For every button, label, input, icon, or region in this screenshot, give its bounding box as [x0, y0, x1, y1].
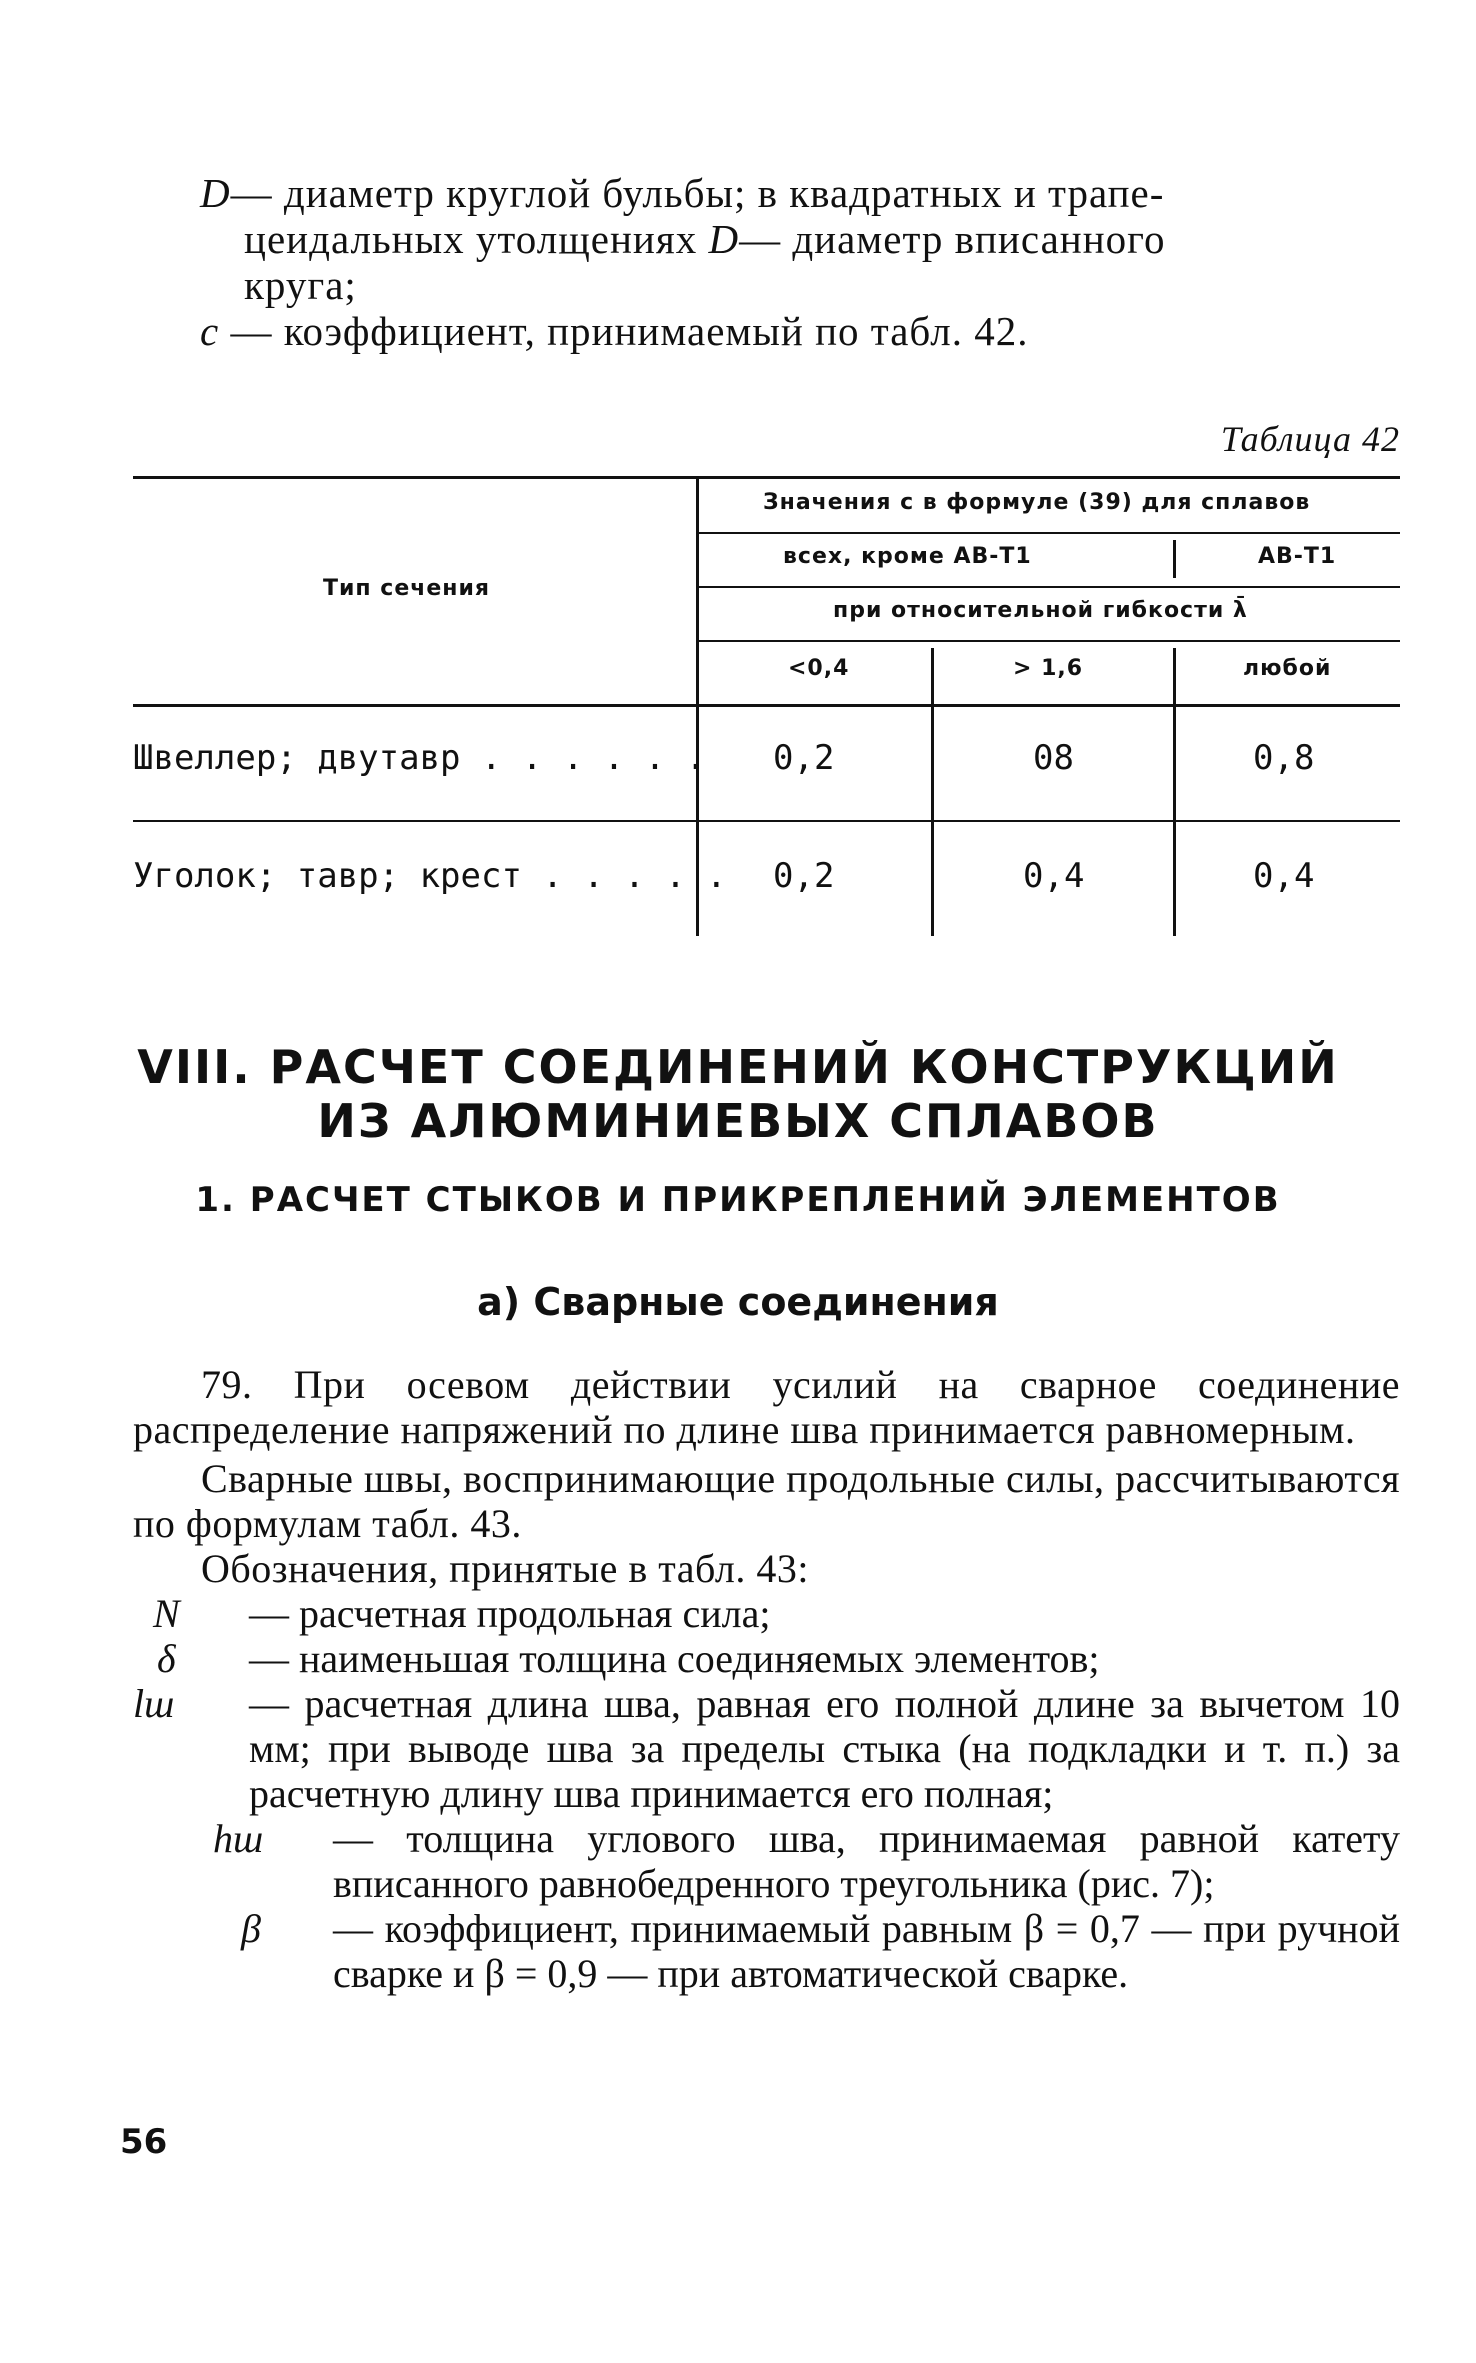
flex-header: при относительной гибкости λ̄: [833, 598, 1248, 623]
table-42: [133, 476, 1400, 936]
group-header: Значения c в формуле (39) для сплавов: [763, 490, 1311, 515]
col-header-gt16: > 1,6: [1013, 656, 1084, 681]
subsubsection-title: а) Сварные соединения: [477, 1280, 999, 1324]
def-d-text1: — диаметр круглой бульбы; в квадратных и трапе-: [230, 170, 1165, 216]
col-header-any: любой: [1243, 656, 1332, 681]
def-d-line1: [200, 170, 1400, 216]
symbol-hsh: hш: [213, 1816, 264, 1861]
notation-item-delta: [133, 1636, 1400, 1681]
subsection-title: 1. РАСЧЕТ СТЫКОВ И ПРИКРЕПЛЕНИЙ ЭЛЕМЕНТОВ: [195, 1180, 1281, 1220]
cell-r1-c1: 0,2: [773, 738, 835, 778]
symbol-c: c: [200, 308, 220, 354]
notation-text-delta: — наименьшая толщина соединяемых элементов;: [249, 1636, 1100, 1681]
notation-text-lsh: — расчетная длина шва, равная его полной длине за вычетом 10 мм; при выводе шва за пределы стыка (на подкладки и т. п.) за расчетную длину шва принимается его полная;: [249, 1681, 1400, 1816]
notation-item-lsh: [133, 1681, 1400, 1816]
col-header-lt04: <0,4: [788, 656, 850, 681]
sub-header-all: всех, кроме АВ-Т1: [783, 544, 1032, 569]
table-vrule-sub: [1173, 540, 1176, 578]
table-rule-sub: [698, 586, 1400, 588]
page-number: 56: [120, 2122, 168, 2162]
table-rule-group: [698, 532, 1400, 534]
row-name-channel: Швеллер; двутавр . . . . . .: [133, 738, 707, 778]
cell-r2-c3: 0,4: [1253, 856, 1315, 896]
def-c-text: — коэффициент, принимаемый по табл. 42.: [230, 308, 1029, 354]
cell-r2-c1: 0,2: [773, 856, 835, 896]
table-header-rule: [133, 704, 1400, 707]
paragraph-welds: Сварные швы, воспринимающие продольные силы, рассчитываются по формулам табл. 43.: [133, 1456, 1400, 1546]
table-top-rule: [133, 476, 1400, 479]
symbol-lsh: lш: [133, 1681, 175, 1726]
table-vrule-col2: [931, 648, 934, 936]
def-c-line: [200, 308, 1400, 354]
def-d-line3: круга;: [244, 262, 357, 308]
cell-r1-c3: 0,8: [1253, 738, 1315, 778]
notation-item-beta: [133, 1906, 1400, 1996]
table-caption: Таблица 42: [1220, 419, 1400, 459]
sub-header-av-t1: АВ-Т1: [1258, 544, 1337, 569]
paragraph-79: 79. При осевом действии усилий на сварное соединение распределение напряжений по длине шва принимается равномерным.: [133, 1362, 1400, 1452]
symbol-delta: δ: [157, 1636, 176, 1681]
table-row-rule: [133, 820, 1400, 822]
def-d-text2b: — диаметр вписанного: [739, 216, 1166, 262]
cell-r1-c2: 08: [1033, 738, 1074, 778]
def-d-line2: [200, 216, 1400, 262]
symbol-beta: β: [241, 1906, 261, 1951]
row-name-angle: Уголок; тавр; крест . . . . .: [133, 856, 727, 896]
symbol-d-inner: D: [708, 216, 740, 262]
table-vrule-col3: [1173, 648, 1176, 936]
symbol-d: D: [200, 170, 231, 216]
notation-text-beta: — коэффициент, принимаемый равным β = 0,7 — при ручной сварке и β = 0,9 — при автоматической сварке.: [333, 1906, 1400, 1996]
col-header-section-type: Тип сечения: [323, 576, 491, 601]
body-text: [133, 1362, 1400, 1996]
intro-definitions: [200, 170, 1400, 354]
section-title-line2: ИЗ АЛЮМИНИЕВЫХ СПЛАВОВ: [317, 1094, 1159, 1148]
symbol-n: N: [153, 1591, 180, 1636]
notation-text-hsh: — толщина углового шва, принимаемая равной катету вписанного равнобедренного треугольника (рис. 7);: [333, 1816, 1400, 1906]
paragraph-notation: Обозначения, принятые в табл. 43:: [201, 1546, 809, 1591]
def-d-text2: цеидальных утолщениях: [244, 216, 698, 262]
notation-item-hsh: [133, 1816, 1400, 1906]
section-title-line1: VIII. РАСЧЕТ СОЕДИНЕНИЙ КОНСТРУКЦИЙ: [137, 1040, 1339, 1094]
notation-text-n: — расчетная продольная сила;: [249, 1591, 771, 1636]
notation-item-n: [133, 1591, 1400, 1636]
cell-r2-c2: 0,4: [1023, 856, 1085, 896]
table-rule-flex: [698, 640, 1400, 642]
